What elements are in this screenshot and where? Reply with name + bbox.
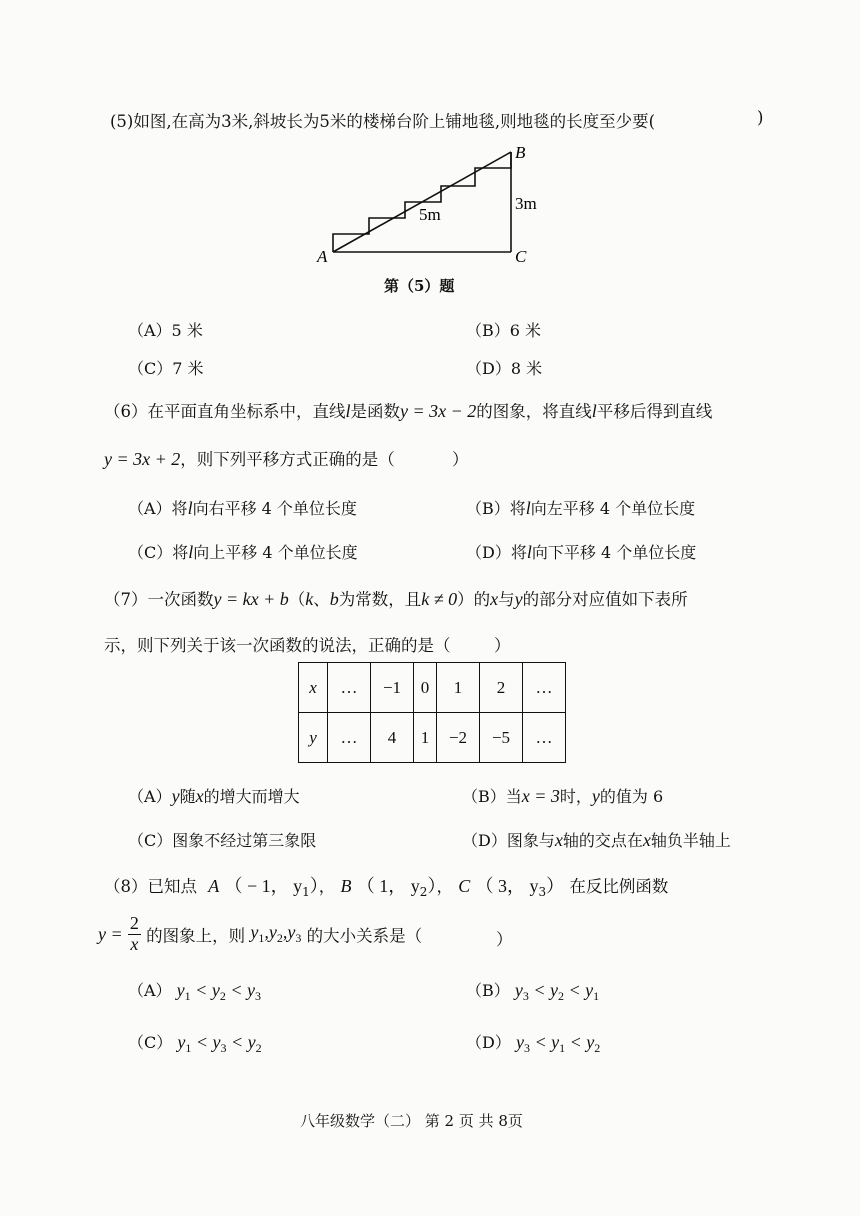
q8-option-a: （A） $y_1 < y_2 < y_3$ xyxy=(128,980,261,1003)
q7-option-b: （B）当x = 3时，y的值为 6 xyxy=(462,786,664,806)
q6-stem-line1: （6）在平面直角坐标系中，直线l是函数y = 3x − 2的图象，将直线l平移后得到直线 xyxy=(104,401,713,421)
q6-option-d: （D）将l向下平移 4 个单位长度 xyxy=(466,542,697,562)
q7-option-a: （A）y随x的增大而增大 xyxy=(128,786,300,806)
q5-label-A: A xyxy=(317,247,328,266)
table-cell: −2 xyxy=(437,713,480,763)
q5-label-slope: 5m xyxy=(419,205,441,224)
table-row xyxy=(299,663,566,713)
q8-option-d: （D） $y_3 < y_1 < y_2$ xyxy=(466,1032,601,1055)
q5-label-C: C xyxy=(515,247,527,266)
q8-y-equals: y = xyxy=(98,923,123,944)
q8-point-B: B xyxy=(340,876,352,896)
q6-answer-bracket-close: ） xyxy=(452,450,469,469)
q7-equation: y = kx + b xyxy=(213,589,289,609)
q7-answer-bracket-close: ） xyxy=(494,636,511,655)
table-cell: … xyxy=(523,663,566,713)
q6-option-c: （C）将l向上平移 4 个单位长度 xyxy=(128,542,358,562)
table-row xyxy=(299,713,566,763)
q8-option-c: （C） $y_1 < y_3 < y_2$ xyxy=(128,1032,262,1055)
table-cell: 4 xyxy=(371,713,414,763)
q6-option-a: （A）将l向右平移 4 个单位长度 xyxy=(128,498,357,518)
q6-equation-1: y = 3x − 2 xyxy=(400,401,477,421)
q6-equation-2: y = 3x + 2 xyxy=(104,449,181,469)
q7-value-table xyxy=(298,662,566,763)
table-cell: … xyxy=(328,713,371,763)
q5-answer-bracket-close: ) xyxy=(757,108,764,127)
q5-staircase-figure xyxy=(315,140,555,270)
table-cell: 2 xyxy=(480,663,523,713)
table-cell: … xyxy=(328,663,371,713)
q8-stem-line2: y = $\frac{2}{x}$ 的图象上，则 $y_1,y_2,y_3$ 的大小关系是（ xyxy=(98,913,423,954)
q8-point-C: C xyxy=(458,876,471,896)
q7-option-d: （D）图象与x轴的交点在x轴负半轴上 xyxy=(462,830,731,850)
table-cell: y xyxy=(299,713,328,763)
q5-stem xyxy=(110,108,655,132)
q5-option-a: （A）5 米 xyxy=(128,321,203,340)
table-cell: … xyxy=(523,713,566,763)
q5-figure-caption: 第（5）题 xyxy=(384,277,455,295)
q8-answer-bracket-close: ） xyxy=(496,930,513,949)
table-cell: 1 xyxy=(437,663,480,713)
q6-var-l: l xyxy=(345,401,351,421)
q7-option-c: （C）图象不经过第三象限 xyxy=(128,831,317,850)
q6-option-b: （B）将l向左平移 4 个单位长度 xyxy=(466,498,696,518)
q8-option-b: （B） $y_3 < y_2 < y_1$ xyxy=(466,980,600,1003)
table-cell: 1 xyxy=(414,713,437,763)
page-footer: 八年级数学（二） 第 2 页 共 8页 xyxy=(300,1112,523,1130)
q7-stem-line1: （7）一次函数y = kx + b（k、b为常数，且k ≠ 0）的x与y的部分对应值如下表所 xyxy=(104,589,688,609)
q7-condition: k ≠ 0 xyxy=(421,589,458,609)
q5-option-b: （B）6 米 xyxy=(466,321,542,340)
q5-label-B: B xyxy=(515,143,526,162)
table-cell: 0 xyxy=(414,663,437,713)
q8-point-A: A xyxy=(208,876,220,896)
q6-stem-line2: y = 3x + 2，则下列平移方式正确的是（ xyxy=(104,449,395,469)
q5-option-c: （C）7 米 xyxy=(128,359,204,378)
table-cell: −5 xyxy=(480,713,523,763)
q5-label-height: 3m xyxy=(515,194,537,213)
q5-option-d: （D）8 米 xyxy=(466,359,543,378)
q5-text: (5)如图,在高为3米,斜坡长为5米的楼梯台阶上铺地毯,则地毯的长度至少要( xyxy=(110,112,656,131)
q8-fraction: $\frac{2}{x}$ xyxy=(129,913,139,954)
table-cell: x xyxy=(299,663,328,713)
table-cell: −1 xyxy=(371,663,414,713)
q8-stem-line1: （8）已知点 A （ − 1， $y_1$）， B （ 1， $y_2$）， C （ 3， $y_3$） 在反比例函数 xyxy=(104,876,669,899)
q7-stem-line2: 示，则下列关于该一次函数的说法，正确的是（ xyxy=(104,636,451,655)
